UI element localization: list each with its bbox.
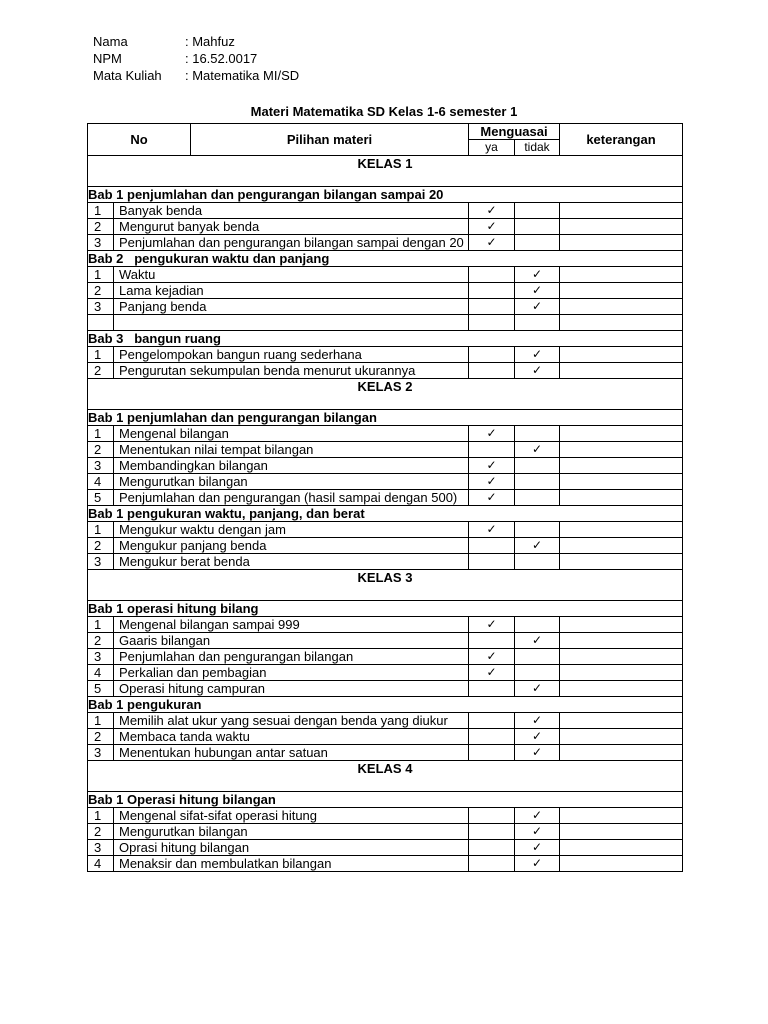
info-value: : 16.52.0017 [185,51,258,66]
table-row [88,538,683,554]
materi-text: Mengukur berat benda [114,554,469,570]
materi-text: Waktu [114,267,469,283]
table-row [88,267,683,283]
row-number: 1 [88,203,114,219]
check-icon: ✓ [531,713,543,727]
tidak-cell [515,363,560,379]
ya-cell [469,490,515,506]
tidak-cell [515,235,560,251]
tidak-cell [515,267,560,283]
materi-text: Penjumlahan dan pengurangan bilangan [114,649,469,665]
bab-row [88,601,683,617]
kelas-heading: KELAS 4 [88,761,683,792]
keterangan-cell [560,442,683,458]
bab-row [88,506,683,522]
table-row [88,363,683,379]
document-title: Materi Matematika SD Kelas 1-6 semester 1 [250,104,518,119]
materi-text: Banyak benda [114,203,469,219]
table-row [88,856,683,872]
materi-text: Mengurutkan bilangan [114,824,469,840]
tidak-cell [515,745,560,761]
row-number: 2 [88,363,114,379]
keterangan-cell [560,808,683,824]
table-row [88,649,683,665]
check-icon: ✓ [486,617,497,631]
table-body [88,156,683,872]
check-icon: ✓ [486,522,497,536]
check-icon: ✓ [531,363,543,377]
check-icon: ✓ [486,490,497,504]
materi-text: Mengenal bilangan sampai 999 [114,617,469,633]
tidak-cell [515,633,560,649]
check-icon: ✓ [486,649,497,663]
row-number: 2 [88,219,114,235]
table-row [88,745,683,761]
ya-cell [469,442,515,458]
empty-cell [560,315,683,331]
check-icon: ✓ [486,426,497,440]
ya-cell [469,649,515,665]
kelas-heading: KELAS 1 [88,156,683,187]
materi-text: Menentukan hubungan antar satuan [114,745,469,761]
keterangan-cell [560,283,683,299]
keterangan-cell [560,633,683,649]
tidak-cell [515,219,560,235]
keterangan-cell [560,713,683,729]
empty-cell [515,315,560,331]
info-label: Nama [93,34,128,49]
row-number: 2 [88,538,114,554]
ya-cell [469,808,515,824]
kelas-row [88,570,683,601]
check-icon: ✓ [531,442,543,456]
check-icon: ✓ [531,299,543,313]
table-row [88,554,683,570]
table-row [88,458,683,474]
materi-text: Pengurutan sekumpulan benda menurut ukurannya [114,363,469,379]
materi-text: Pengelompokan bangun ruang sederhana [114,347,469,363]
ya-cell [469,283,515,299]
keterangan-cell [560,203,683,219]
materi-text: Lama kejadian [114,283,469,299]
materi-text: Panjang benda [114,299,469,315]
ya-cell [469,203,515,219]
keterangan-cell [560,474,683,490]
tidak-cell [515,617,560,633]
row-number: 1 [88,808,114,824]
row-number: 1 [88,267,114,283]
row-number: 1 [88,347,114,363]
row-number: 2 [88,633,114,649]
materi-text: Membaca tanda waktu [114,729,469,745]
bab-heading: Bab 1 pengukuran [88,697,683,713]
check-icon: ✓ [486,474,497,488]
check-icon: ✓ [486,458,497,472]
kelas-row [88,156,683,187]
table-row [88,522,683,538]
header-tidak: tidak [515,140,560,156]
tidak-cell [515,426,560,442]
row-number: 1 [88,713,114,729]
ya-cell [469,538,515,554]
ya-cell [469,219,515,235]
row-number: 1 [88,617,114,633]
tidak-cell [515,203,560,219]
check-icon: ✓ [486,235,497,249]
table-row [88,681,683,697]
ya-cell [469,299,515,315]
row-number: 2 [88,729,114,745]
keterangan-cell [560,745,683,761]
row-number: 4 [88,665,114,681]
row-number: 4 [88,856,114,872]
check-icon: ✓ [531,347,543,361]
table-row [88,426,683,442]
keterangan-cell [560,235,683,251]
table-row [88,299,683,315]
bab-heading: Bab 1 penjumlahan dan pengurangan bilangan [88,410,683,426]
kelas-row [88,379,683,410]
row-number: 5 [88,681,114,697]
row-number: 3 [88,299,114,315]
materi-text: Menaksir dan membulatkan bilangan [114,856,469,872]
check-icon: ✓ [531,840,543,854]
tidak-cell [515,649,560,665]
tidak-cell [515,299,560,315]
materi-text: Gaaris bilangan [114,633,469,649]
materi-text: Perkalian dan pembagian [114,665,469,681]
kelas-row [88,761,683,792]
materi-text: Membandingkan bilangan [114,458,469,474]
ya-cell [469,474,515,490]
info-row-nama [93,33,299,50]
table-header-row [88,124,683,140]
ya-cell [469,363,515,379]
empty-cell [88,315,114,331]
materi-text: Menentukan nilai tempat bilangan [114,442,469,458]
check-icon: ✓ [531,729,543,743]
materi-text: Mengukur waktu dengan jam [114,522,469,538]
keterangan-cell [560,856,683,872]
keterangan-cell [560,538,683,554]
info-value: : Matematika MI/SD [185,68,300,83]
table-row [88,665,683,681]
tidak-cell [515,713,560,729]
ya-cell [469,745,515,761]
empty-cell [114,315,469,331]
bab-heading: Bab 1 Operasi hitung bilangan [88,792,683,808]
check-icon: ✓ [531,283,543,297]
materi-text: Mengurutkan bilangan [114,474,469,490]
table-row [88,442,683,458]
materi-text: Mengurut banyak benda [114,219,469,235]
materi-table [87,123,683,872]
keterangan-cell [560,681,683,697]
tidak-cell [515,554,560,570]
keterangan-cell [560,426,683,442]
kelas-heading: KELAS 2 [88,379,683,410]
check-icon: ✓ [531,681,543,695]
info-label: NPM [93,51,122,66]
bab-row [88,697,683,713]
tidak-cell [515,840,560,856]
ya-cell [469,840,515,856]
row-number: 2 [88,283,114,299]
table-row [88,203,683,219]
keterangan-cell [560,665,683,681]
check-icon: ✓ [531,745,543,759]
bab-heading: Bab 1 pengukuran waktu, panjang, dan berat [88,506,683,522]
bab-row [88,251,683,267]
header-no: No [88,124,191,156]
keterangan-cell [560,554,683,570]
row-number: 1 [88,522,114,538]
tidak-cell [515,283,560,299]
bab-heading: Bab 1 penjumlahan dan pengurangan bilangan sampai 20 [88,187,683,203]
materi-text: Operasi hitung campuran [114,681,469,697]
tidak-cell [515,458,560,474]
table-row [88,824,683,840]
check-icon: ✓ [531,538,543,552]
keterangan-cell [560,522,683,538]
ya-cell [469,713,515,729]
table-row [88,840,683,856]
header-pilihan-materi: Pilihan materi [191,124,469,156]
bab-row [88,187,683,203]
row-number: 2 [88,824,114,840]
table-row [88,283,683,299]
bab-heading: Bab 2 pengukuran waktu dan panjang [88,251,683,267]
keterangan-cell [560,347,683,363]
header-ya: ya [469,140,515,156]
table-row [88,219,683,235]
tidak-cell [515,824,560,840]
tidak-cell [515,490,560,506]
ya-cell [469,426,515,442]
materi-text: Penjumlahan dan pengurangan (hasil sampai dengan 500) [114,490,469,506]
tidak-cell [515,665,560,681]
materi-text: Memilih alat ukur yang sesuai dengan benda yang diukur [114,713,469,729]
materi-text: Penjumlahan dan pengurangan bilangan sampai dengan 20 [114,235,469,251]
row-number: 5 [88,490,114,506]
table-row [88,729,683,745]
keterangan-cell [560,363,683,379]
keterangan-cell [560,219,683,235]
materi-text: Mengenal sifat-sifat operasi hitung [114,808,469,824]
kelas-heading: KELAS 3 [88,570,683,601]
keterangan-cell [560,267,683,283]
empty-cell [469,315,515,331]
ya-cell [469,665,515,681]
ya-cell [469,554,515,570]
table-row [88,617,683,633]
keterangan-cell [560,617,683,633]
tidak-cell [515,474,560,490]
info-row-npm [93,50,299,67]
info-row-mata-kuliah [93,67,299,84]
table-row [88,713,683,729]
header-menguasai: Menguasai [469,124,560,140]
row-number: 3 [88,840,114,856]
table-row [88,808,683,824]
ya-cell [469,681,515,697]
tidak-cell [515,856,560,872]
table-row [88,235,683,251]
ya-cell [469,633,515,649]
ya-cell [469,235,515,251]
row-number: 2 [88,442,114,458]
bab-heading: Bab 1 operasi hitung bilang [88,601,683,617]
keterangan-cell [560,299,683,315]
keterangan-cell [560,729,683,745]
ya-cell [469,347,515,363]
row-number: 3 [88,458,114,474]
tidak-cell [515,808,560,824]
bab-row [88,410,683,426]
row-number: 3 [88,554,114,570]
blank-row [88,315,683,331]
materi-text: Oprasi hitung bilangan [114,840,469,856]
tidak-cell [515,347,560,363]
check-icon: ✓ [531,633,543,647]
tidak-cell [515,681,560,697]
ya-cell [469,458,515,474]
check-icon: ✓ [531,808,543,822]
check-icon: ✓ [486,219,497,233]
ya-cell [469,267,515,283]
ya-cell [469,856,515,872]
table-row [88,347,683,363]
keterangan-cell [560,649,683,665]
bab-heading: Bab 3 bangun ruang [88,331,683,347]
materi-text: Mengukur panjang benda [114,538,469,554]
info-value: : Mahfuz [185,34,235,49]
table-row [88,633,683,649]
table-row [88,474,683,490]
check-icon: ✓ [486,665,497,679]
ya-cell [469,617,515,633]
check-icon: ✓ [486,203,497,217]
ya-cell [469,729,515,745]
keterangan-cell [560,840,683,856]
ya-cell [469,522,515,538]
tidak-cell [515,729,560,745]
table-row [88,490,683,506]
row-number: 3 [88,235,114,251]
ya-cell [469,824,515,840]
row-number: 3 [88,649,114,665]
row-number: 3 [88,745,114,761]
keterangan-cell [560,490,683,506]
keterangan-cell [560,824,683,840]
tidak-cell [515,538,560,554]
header-keterangan: keterangan [560,124,683,156]
row-number: 1 [88,426,114,442]
keterangan-cell [560,458,683,474]
info-label: Mata Kuliah [93,68,162,83]
materi-text: Mengenal bilangan [114,426,469,442]
bab-row [88,792,683,808]
check-icon: ✓ [531,267,543,281]
check-icon: ✓ [531,856,543,870]
tidak-cell [515,442,560,458]
bab-row [88,331,683,347]
row-number: 4 [88,474,114,490]
student-info [93,33,299,84]
tidak-cell [515,522,560,538]
check-icon: ✓ [531,824,543,838]
